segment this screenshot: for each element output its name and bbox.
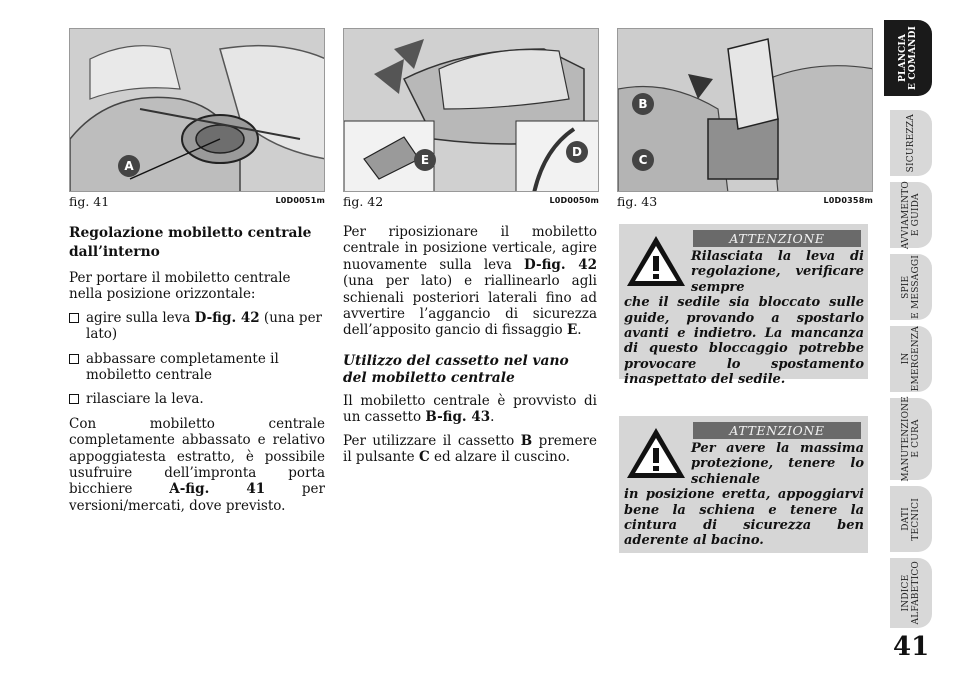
intro-paragraph: Per portare il mobiletto centrale nella posizione orizzontale:: [69, 270, 291, 303]
tab-indice-alfabetico[interactable]: INDICE ALFABETICO: [890, 558, 932, 628]
tab-manutenzione-e-cura[interactable]: MANUTENZIONE E CURA: [890, 398, 932, 480]
figure-41-caption: [69, 194, 325, 210]
body-paragraph: Il mobiletto centrale è provvisto di un cassetto B-fig. 43.: [343, 392, 597, 426]
tab-plancia-e-comandi[interactable]: PLANCIA E COMANDI: [884, 20, 932, 96]
bullet-item: agire sulla leva D-fig. 42 (una per lato): [69, 310, 325, 343]
warning-text: Per avere la massima protezione, tenere lo schienale in posizione eretta, appoggiarvi bene la schiena e tenere la cintura di sicurezza ben aderente al bacino.: [624, 441, 864, 549]
tab-in-emergenza[interactable]: IN EMERGENZA: [890, 326, 932, 392]
figure-42-image: [343, 28, 599, 192]
text-column-2: [343, 224, 597, 472]
figure-label: fig. 43: [617, 194, 658, 209]
tab-avviamento-e-guida[interactable]: AVVIAMENTO E GUIDA: [890, 182, 932, 248]
body-paragraph: Per riposizionare il mobiletto centrale in posizione verticale, agire nuovamente sulla leva D-fig. 42 (una per lato) e riallinearlo agli schienali posteriori laterali fino ad avvertire l’aggancio di sicurezza dell’apposito gancio di fissaggio E.: [343, 224, 597, 339]
figure-43-caption: [617, 194, 873, 210]
callout-b: B: [632, 93, 654, 115]
figure-label: fig. 42: [343, 194, 384, 209]
warning-title: ATTENZIONE: [693, 230, 861, 247]
figure-41-image: [69, 28, 325, 192]
bullet-item: rilasciare la leva.: [69, 391, 325, 407]
figure-42-caption: [343, 194, 599, 210]
figure-label: fig. 41: [69, 194, 110, 209]
callout-e: E: [414, 149, 436, 171]
callout-d: D: [566, 141, 588, 163]
checkbox-bullet-icon: [69, 354, 79, 364]
figure-code: L0D0358m: [823, 196, 873, 205]
tab-sicurezza[interactable]: SICUREZZA: [890, 110, 932, 176]
section-heading: Regolazione mobiletto centrale dall’interno: [69, 225, 312, 260]
checkbox-bullet-icon: [69, 394, 79, 404]
section-heading: Utilizzo del cassetto nel vano del mobiletto centrale: [343, 352, 569, 386]
body-paragraph: Per utilizzare il cassetto B premere il pulsante C ed alzare il cuscino.: [343, 432, 597, 466]
warning-text: Rilasciata la leva di regolazione, verificare sempre che il sedile sia bloccato sulle guide, provando a spostarlo avanti e indietro. La mancanza di questo bloccaggio potrebbe provocare lo spostamento inaspettato del sedile.: [624, 249, 864, 388]
text-column-1: [69, 224, 325, 521]
tab-spie-e-messaggi[interactable]: SPIE E MESSAGGI: [890, 254, 932, 320]
page-number: 41: [893, 632, 930, 662]
warning-box: [619, 416, 868, 553]
tab-dati-tecnici[interactable]: DATI TECNICI: [890, 486, 932, 552]
figure-43-image: [617, 28, 873, 192]
warning-title: ATTENZIONE: [693, 422, 861, 439]
callout-c: C: [632, 149, 654, 171]
callout-a: A: [118, 155, 140, 177]
bullet-item: abbassare completamente il mobiletto centrale: [69, 351, 325, 384]
figure-code: L0D0050m: [549, 196, 599, 205]
warning-box: [619, 224, 868, 388]
body-paragraph: Con mobiletto centrale completamente abbassato e relativo appoggiatesta estratto, è possibile usufruire dell’impronta porta bicchiere A-fig. 41 per versioni/mercati, dove previsto.: [69, 415, 325, 514]
figure-code: L0D0051m: [275, 196, 325, 205]
checkbox-bullet-icon: [69, 313, 79, 323]
